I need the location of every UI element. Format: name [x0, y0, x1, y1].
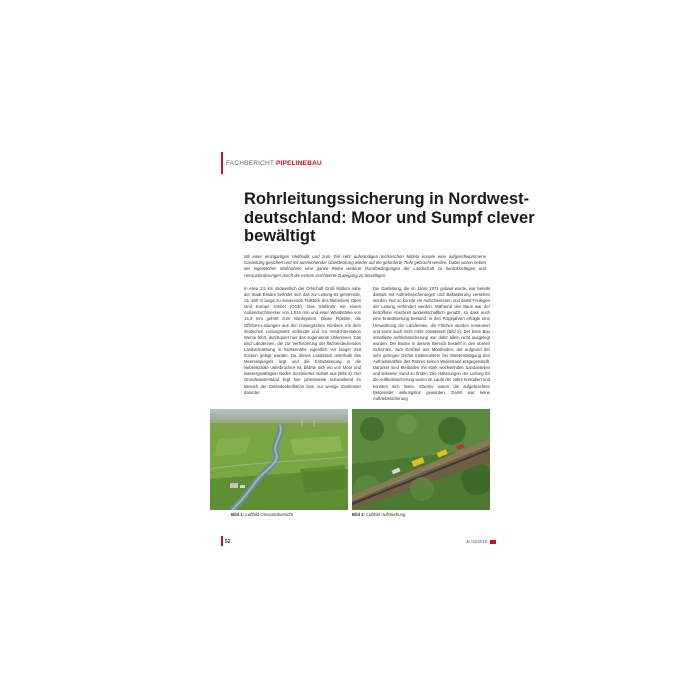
magazine-logo-icon — [490, 540, 496, 544]
figure-caption-text: Luftbild Gesamtübersicht — [245, 512, 293, 517]
aerial-photo-overview — [210, 409, 348, 510]
figure-caption-2 — [352, 512, 405, 517]
footer-marker-bar — [221, 536, 223, 546]
body-column-left: In etwa 2,5 km südwestlich der Ortschaft Groß Midlum nahe der Stadt Emden befindet sich das zur Leitung 63 gehörende, ca. 180 m lange zu sanierende Teilstück des Betreibers Open Grid Europe GmbH (OGE). Das Stahlrohr mit einem Außendurchmesser von 1.016 mm und einer Wandstärke von 14,3 mm gehört zum Nordsystem. Diese Pipeline, die Offshore-Leitungen aus der norwegischen Nordsee mit dem deutschen Leitungsnetz verbindet und zur Verdichterstation Werne führt, durchquert hier das sogenannte Uhlenmeer. Das sind Ländereien, die zur Verhinderung der flächendeckenden Landvernässung in Küstennähe eigentlich vor langer Zeit trocken gelegt wurden. Da dieses Landstück unterhalb des Meeresspiegels liegt und die Entwässerung in die Nebenkanäle unterbrochen ist, bildete sich ein von Moor und wassergesättigten Böden dominiertes Gebiet aus (Bild 1). Der Grundwasserstand liegt hier jahresweise schwankend im Bereich der Geländeoberfläche bzw. nur wenige Zentimeter darunter. — [244, 286, 361, 395]
magazine-issue-text: 3r 04/2015 — [466, 539, 488, 544]
page-number: 52 — [225, 539, 231, 545]
section-category: FACHBERICHT — [226, 160, 274, 167]
section-header — [226, 160, 322, 167]
title-line: Rohrleitungssicherung in Nordwest- — [244, 190, 530, 208]
aerial-photo-construction — [352, 409, 490, 510]
article-lead: Mit einer einzigartigen Methodik und zum Teil sehr aufwändigen technischen Mitteln konnte eine aufgeschwommene Gasleitung gesichert und mit ausreichender Überdeckung wieder auf die geforderte Tiefe gebracht werden. Dabei waren neben der eigentlichen Maßnahme eine ganze Reihe weiterer Randbedingungen der Landschaft zu berücksichtigen und Herausforderungen durch die extrem erschwerte Zuwegung zu bewältigen. — [244, 254, 486, 278]
section-marker-bar — [221, 152, 223, 174]
figure-label: Bild 2: — [352, 512, 366, 517]
figure-caption-1 — [231, 512, 293, 517]
section-subcategory: PIPELINEBAU — [275, 160, 322, 167]
title-line: deutschland: Moor und Sumpf clever — [244, 208, 535, 227]
figure-label: Bild 1: — [231, 512, 245, 517]
magazine-issue — [466, 539, 496, 544]
body-column-right: Die Gasleitung, die im Jahre 1971 gebaut wurde, war bereits damals mit Auftriebssicherungen und Ballastierung versehen worden. Nur so konnte ein Aufschwimmen und damit Freilegen der Leitung verhindert werden. Während des Baus war der betroffene Abschnitt landwirtschaftlich genutzt, so dass auch eine Entwässerung bestand. In den Folgejahren erfolgte eine Umwidmung der Ländereien, die Flächen wurden renaturiert und somit auch nicht mehr entwässert (Bild 2). Der beim Bau installierte Auftriebssicherung war dafür allein nicht ausgelegt worden. Der Boden in diesem Bereich besteht in den oberen Schichten, zum Großteil aus Moorboden, der aufgrund der sehr geringen Dichte insbesondere bei Wassersättigung den Auftriebskräften des Rohres keinen Widerstand entgegenstellt. Darunter sind Kleiboden mit stark wechselnden Sandanteilen und teilweise Sand zu finden. Die Halterungen der Leitung für die Auftriebssicherung waren im Laufe der Jahre korrodiert und konnten sich lösen. Ebenso waren die aufgebrachten Betonreiter wirkungslos geworden. Damit war keine Auftriebssicherung — [373, 286, 490, 401]
title-line: bewältigt — [244, 227, 316, 245]
figure-caption-text: Luftbild Aufstiedrung — [366, 512, 406, 517]
article-title — [244, 190, 535, 246]
